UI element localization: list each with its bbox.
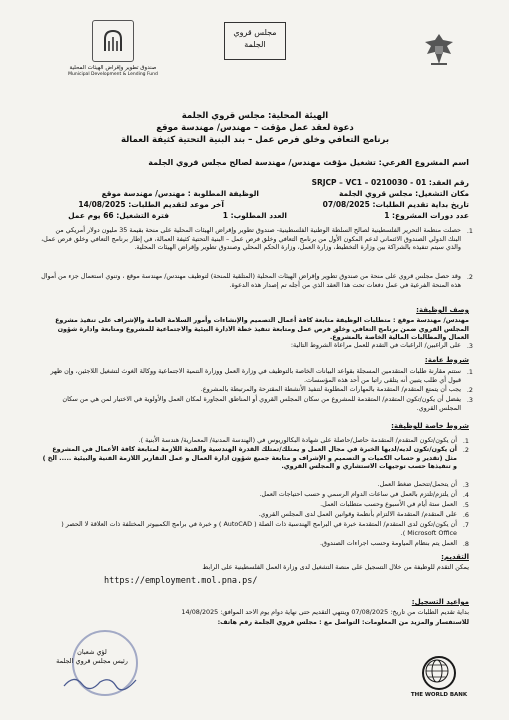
invitation-title: دعوة لعقد عمل مؤقت – مهندس/ مهندسة موقع — [156, 123, 354, 133]
deadlines-line-2: للاستفسار والمزيد من المعلومات: التواصل مع : مجلس قروي الجلمة رقم هاتف: — [217, 618, 469, 626]
fund-logo-icon — [92, 20, 134, 62]
general-item-2: يجب أن يتمتع المتقدم/ المتقدمة بالمهارات المطلوبة لتنفيذ الأنشطة المقترحة والمرتبطة بالمشروع. — [200, 385, 461, 393]
handwritten-signature — [60, 672, 140, 692]
general-num-2: .2 — [466, 386, 473, 394]
job-desc-num-3: .3 — [466, 342, 473, 350]
specific-num-3: .3 — [462, 481, 469, 489]
fund-logo-block — [58, 20, 168, 78]
specific-num-6: .6 — [462, 511, 469, 519]
specific-heading: شروط خاصة للوظيفة: — [391, 422, 469, 430]
project-name: اسم المشروع الفرعي: تشغيل مؤقت مهندس/ مهندسة لصالح مجلس قروي الجلمة — [148, 158, 469, 167]
specific-item-4: أن يلتزم/تلتزم بالعمل في ساعات الدوام الرسمي و حسب احتياجات العمل. — [259, 490, 457, 498]
specific-item-1: أن يكون/تكون المتقدم/ المتقدمة حاصل/حاصلة على شهادة البكالوريوس في (الهندسة المدنية/ المعمارية/ هندسة الأبنية ). — [138, 436, 457, 444]
document-titles — [40, 110, 470, 146]
council-line2: الجلمة — [244, 40, 266, 49]
globe-icon — [422, 656, 456, 690]
specific-num-7: .7 — [462, 521, 469, 529]
council-line1: مجلس قروي — [233, 28, 277, 37]
authority-title: الهيئة المحلية: مجلس قروي الجلمة — [181, 111, 329, 121]
specific-num-1: .1 — [462, 437, 469, 445]
general-num-3: .3 — [466, 396, 473, 404]
employment-platform-link[interactable]: https://employment.mol.pna.ps/ — [104, 576, 258, 586]
general-item-3: يفضل أن يكون/تكون المتقدم/ المتقدمة للمشروع من سكان المجلس القروي أو المناطق المجاورة لمكان العمل والأولوية في الاختيار لمن هي من سكان المجلس القروي. — [62, 395, 461, 412]
deadlines-line-1: بداية تقديم الطلبات من تاريخ: 07/08/2025 وينتهي التقديم حتى نهاية دوام يوم الاحد الموافق: 14/08/2025 — [181, 608, 469, 616]
world-bank-logo — [409, 656, 469, 698]
job-desc-item-3: على الراغبين/ الراغبات في التقدم للعمل مراعاة الشروط التالية: — [290, 341, 461, 349]
fund-name-ar: صندوق تطوير وإقراض الهيئات المحلية — [69, 65, 157, 71]
palestine-eagle-emblem-icon — [421, 30, 457, 70]
intro-num-2: .2 — [466, 273, 473, 281]
job-title: الوظيفة المطلوبة : مهندس/ مهندسة موقع — [101, 189, 259, 198]
program-title: برنامج التعافي وخلق فرص عمل – بند البنية التحتية كثيفة العمالة — [120, 135, 390, 145]
workplace: مكان التشغيل: مجلس قروي الجلمة — [339, 189, 469, 198]
specific-item-2: أن يكون/تكون لديه/لديها الخبرة في مجال العمل و يمتلك/تمتلك القدرة الهندسية والفنية اللازمة لمتابعة كافة الأعمال في المشروع مثل (تقدير و حساب الكميات و التصميم و الإشراف و متابعة جميع شؤون ادارة العمال و عمل التقارير اللازمة الفنية والبيئية ..... الخ ) و تنفيذها حسب توجيهات الاستشاري و المجلس القروي. — [42, 445, 457, 471]
deadlines-heading: مواعيد التسجيل: — [411, 598, 469, 606]
contract-number: رقم العقد: SRJCP – VC1 – 0210030 - 01 — [311, 178, 469, 187]
specific-num-8: .8 — [462, 540, 469, 548]
specific-num-4: .4 — [462, 491, 469, 499]
apply-heading: التقديم: — [441, 553, 469, 561]
specific-item-3: أن يتحمل/تتحمل ضغط العمل. — [377, 480, 457, 488]
start-date: تاريخ بداية تقديم الطلبات: 07/08/2025 — [322, 200, 469, 209]
specific-item-7: أن يكون/تكون لدى المتقدم/ المتقدمة خبرة في البرامج الهندسية ذات الصلة ( AutoCAD ) و خبرة في برامج الكمبيوتر المختلفة ذات العلاقة لا الحصر ( Microsoft Office ). — [61, 520, 457, 537]
specific-item-5: العمل ستة أيام في الأسبوع وحسب متطلبات العمل. — [320, 500, 457, 508]
job-desc-text: مهندس/ مهندسة موقع : متطلبات الوظيفة متابعة كافة أعمال التصميم والإنشاءات وأمور السلامة العامة والإشراف على تنفيذ مشروع المجلس القروي ضمن برنامج التعافي وخلق فرص عمل ومتابعة تنفيذ خطة الادارة البيئية والاجتماعية للمشروع ومتابعة وادارة شؤون العمال والمطالبات المالية الخاصة بالمشروع. — [55, 316, 469, 342]
council-box — [224, 22, 286, 60]
fund-name-en: Municipal Development & Lending Fund — [68, 72, 158, 77]
signatory-title: رئيس مجلس قروي الجلمة — [56, 656, 128, 665]
specific-item-6: على المتقدم/ المتقدمة الالتزام بأنظمة وقوانين العمل لدى المجلس القروي. — [258, 510, 457, 518]
intro-num-1: .1 — [466, 227, 473, 235]
general-item-1: ستتم مقارنة طلبات المتقدمين المسجلة بقواعد البيانات الخاصة بالتوظيف في وزارة العمل ووزارة التنمية الاجتماعية ووكالة الغوث لتشغيل اللاجئين، وإن ظهر قبول أي طلب يتبين أنه يتلقى راتبا من أحد هذه المؤسسات. — [50, 367, 461, 384]
required-count: العدد المطلوب: 1 — [222, 211, 287, 220]
general-num-1: .1 — [466, 368, 473, 376]
employment-duration: فترة التشغيل: 66 يوم عمل — [68, 211, 169, 220]
world-bank-label: THE WORLD BANK — [410, 692, 468, 698]
specific-item-8: العمل يتم بنظام المياومة وحسب اجراءات الصندوق. — [319, 539, 457, 547]
intro-paragraph-2: وقد حصل مجلس قروي على منحة من صندوق تطوير وإقراض الهيئات المحلية (المتلقية للمنحة) لتوظيف مهندس/ مهندسة موقع ، وتنوي استعمال جزء من أموال هذه المنحة الفرعية في عمل دفعات تحت هذا العقد الذي من أجله تم إصدار هذه الدعوة. — [41, 272, 461, 289]
intro-paragraph-1: حصلت منظمة التحرير الفلسطينية لصالح السلطة الوطنية الفلسطينية- صندوق تطوير وإقراض الهيئات المحلية على منحة بقيمة 35 مليون دولار أمريكي من البنك الدولي الصندوق الائتماني لدعم المكون الأول من برنامج التعافي وخلق فرص عمل – البنية التحتية كثيفة العمالة، في إطار برنامج التعافي وخلق فرص عمل، والذي سيتم تنفيذه بالشراكة بين وزارة التخطيط، وزارة العمل، وزارة الحكم المحلي وصندوق تطوير وإقراض الهيئات المحلية. — [41, 226, 461, 252]
project-cycles: عدد دورات المشروع: 1 — [384, 211, 469, 220]
deadline: آخر موعد لتقديم الطلبات: 14/08/2025 — [78, 200, 224, 209]
specific-num-5: .5 — [462, 501, 469, 509]
signatory-name: لؤي شعبان — [77, 648, 107, 656]
apply-text: يمكن التقدم للوظيفة من خلال التسجيل على منصة التشغيل لدى وزارة العمل الفلسطينية على الرابط — [202, 563, 469, 571]
job-desc-heading: وصف الوظيفة: — [416, 306, 469, 314]
general-heading: شروط عامة: — [424, 356, 469, 364]
specific-num-2: .2 — [462, 446, 469, 454]
signature-block — [52, 648, 132, 665]
